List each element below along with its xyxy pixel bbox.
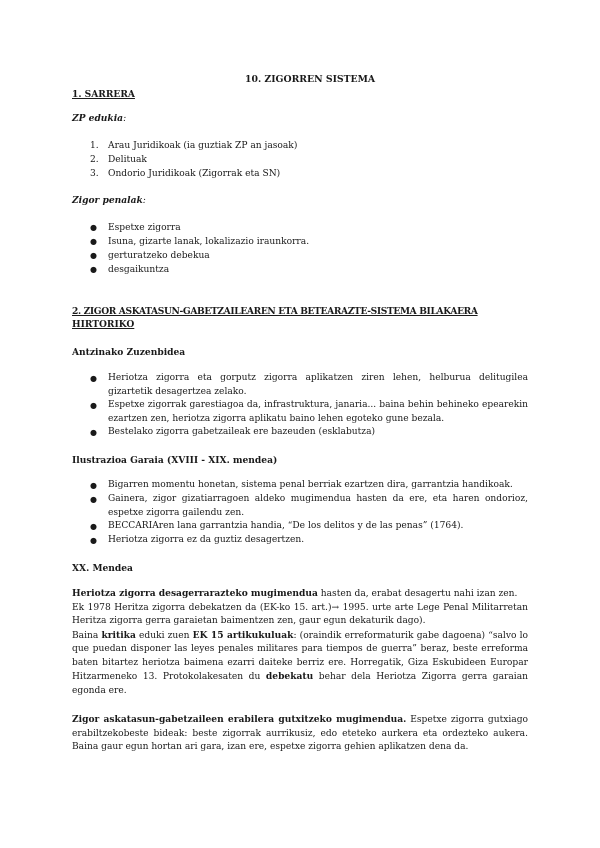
section-heading-bilakaera-line1: 2. ZIGOR ASKATASUN-GABETZAILEAREN ETA BETEARAZTE-SISTEMA BILAKAERA (72, 306, 478, 317)
text-line: Bestelako zigorra gabetzaileak ere bazeuden (esklabutza) (108, 427, 376, 437)
list-item-text: desgaikuntza (108, 265, 170, 275)
text-run: : (oraindik erreformaturik gabe dagoena) “salvo lo (293, 630, 528, 641)
bullet-icon: ● (90, 428, 97, 437)
zp-label-part-b: edukia (88, 113, 124, 124)
bullet-icon: ● (90, 265, 97, 274)
bullet-icon: ● (90, 374, 97, 383)
zp-label-colon: : (123, 114, 127, 124)
text-line: Bigarren momentu honetan, sistema penal berriak ezartzen dira, garrantzia handikoak. (108, 480, 513, 490)
list-item-text: gerturatzeko debekua (108, 251, 210, 261)
list-item (90, 221, 309, 235)
text-line: ezartzen zen, heriotza zigorra aplikatu baino lehen egoteko gune bezala. (108, 413, 445, 424)
antzinako-item-3 (90, 426, 528, 440)
text-line: egonda ere. (72, 685, 127, 696)
antzinako-item-1 (90, 372, 528, 399)
list-item (90, 249, 309, 263)
bullet-icon: ● (90, 495, 97, 504)
bold-phrase: kritika (101, 629, 136, 641)
list-number: 2. (90, 155, 99, 165)
bullet-icon: ● (90, 522, 97, 531)
ilustrazioa-item-1 (90, 479, 528, 493)
list-item (90, 263, 309, 277)
text-line: Heriotza zigorra eta gorputz zigorra aplikatzen ziren lehen, helburua delitugilea (108, 373, 528, 383)
xx-mendea-heading: XX. Mendea (72, 563, 133, 574)
text-line: espetxe zigorra gailendu zen. (108, 507, 245, 518)
bold-phrase: Heriotza zigorra desagerrarazteko mugimendua (72, 588, 318, 599)
section-heading-bilakaera-line2: HIRTORIKO (72, 319, 135, 330)
text-line: gizartetik desagertzea zelako. (108, 386, 247, 397)
penal-label-colon: : (142, 196, 146, 206)
bold-phrase: EK 15 artikukuluak (192, 629, 294, 641)
zp-label-part-a: ZP (72, 113, 89, 124)
page-title: 10. ZIGORREN SISTEMA (245, 74, 376, 85)
ilustrazioa-item-3 (90, 520, 528, 534)
zigor-penalak-label (72, 194, 146, 208)
list-item-text: Isuna, gizarte lanak, lokalizazio iraunkorra. (108, 237, 310, 247)
ilustrazioa-item-2 (90, 493, 528, 520)
text-run: hasten da, erabat desagertu nahi izan zen. (317, 589, 518, 599)
bullet-icon: ● (90, 237, 97, 246)
text-line: erabiltzekobeste bideak: beste zigorrak aurrikusiz, edo eteteko aurkera eta ordezteko aukera. (72, 728, 528, 739)
bullet-icon: ● (90, 223, 97, 232)
text-line (72, 670, 528, 685)
text-line: Gainera, zigor gizatiarragoen aldeko mugimendua hasten da ere, eta haren ondorioz, (108, 494, 528, 504)
list-item (90, 153, 297, 167)
zigor-penalak-list (90, 221, 310, 277)
xx-paragraph-1 (72, 587, 528, 698)
list-item (90, 167, 297, 181)
bullet-icon: ● (90, 481, 97, 490)
bullet-icon: ● (90, 251, 97, 260)
text-line: Baina gaur egun hortan ari gara, izan ere, espetxe zigorra gehien aplikatzen dena da. (72, 742, 469, 752)
text-run: behar dela Heriotza Zigorra gerra garaian (313, 672, 528, 682)
list-number: 3. (90, 169, 99, 179)
text-run: eduki zuen (135, 630, 193, 641)
list-item-text: Ondorio Juridikoak (Zigorrak eta SN) (108, 169, 281, 179)
list-item (90, 235, 310, 249)
list-item-text: Delituak (108, 155, 147, 165)
xx-paragraph-2 (72, 713, 528, 755)
bullet-icon: ● (90, 401, 97, 410)
text-line (72, 713, 528, 728)
list-item-text: Arau Juridikoak (ia guztiak ZP an jasoak) (108, 141, 298, 151)
text-line (72, 587, 528, 602)
text-run: Baina (72, 630, 102, 641)
text-line: que puedan disponer las leyes penales militares para tiempos de guerra” beraz, beste erreforma (72, 644, 528, 654)
zp-edukia-label (72, 112, 126, 126)
bold-phrase: debekatu (265, 671, 314, 682)
text-run: Espetxe zigorra gutxiago (406, 715, 529, 725)
antzinako-item-2 (90, 399, 528, 426)
penal-label-text: Zigor penalak (72, 195, 143, 206)
list-number: 1. (90, 141, 99, 151)
list-item (90, 139, 298, 153)
text-line (72, 629, 528, 644)
text-line: Ek 1978 Heritza zigorra debekatzen da (EK-ko 15. art.)→ 1995. urte arte Lege Penal Militarretan (72, 602, 528, 613)
ilustrazioa-item-4 (90, 534, 528, 548)
text-line: Heritza zigorra gerra garaietan baimentzen zen, gaur egun dekaturik dago). (72, 616, 426, 626)
text-line: BECCARIAren lana garrantzia handia, “De los delitos y de las penas” (1764). (108, 521, 464, 531)
list-item-text: Espetxe zigorra (108, 223, 181, 233)
antzinako-zuzenbidea-heading: Antzinako Zuzenbidea (72, 347, 186, 358)
text-line: baten bitartez heriotza baimena ezarri daiteke berriz ere. Horregatik, Giza Eskubideen Europar (72, 657, 528, 668)
bold-phrase: Zigor askatasun-gabetzaileen erabilera gutxitzeko mugimendua. (72, 714, 407, 725)
text-line: Heriotza zigorra ez da guztiz desagertzen. (108, 535, 305, 545)
text-line: Espetxe zigorrak garestiagoa da, infrastruktura, janaria... baina behin behineko epearekin (108, 400, 528, 410)
zp-edukia-list (90, 139, 298, 181)
section-heading-sarrera: 1. SARRERA (72, 89, 135, 100)
bullet-icon: ● (90, 536, 97, 545)
ilustrazioa-heading: Ilustrazioa Garaia (XVIII - XIX. mendea) (72, 455, 278, 466)
text-run: Hitzarmeneko 13. Protokolakesaten du (72, 672, 266, 682)
